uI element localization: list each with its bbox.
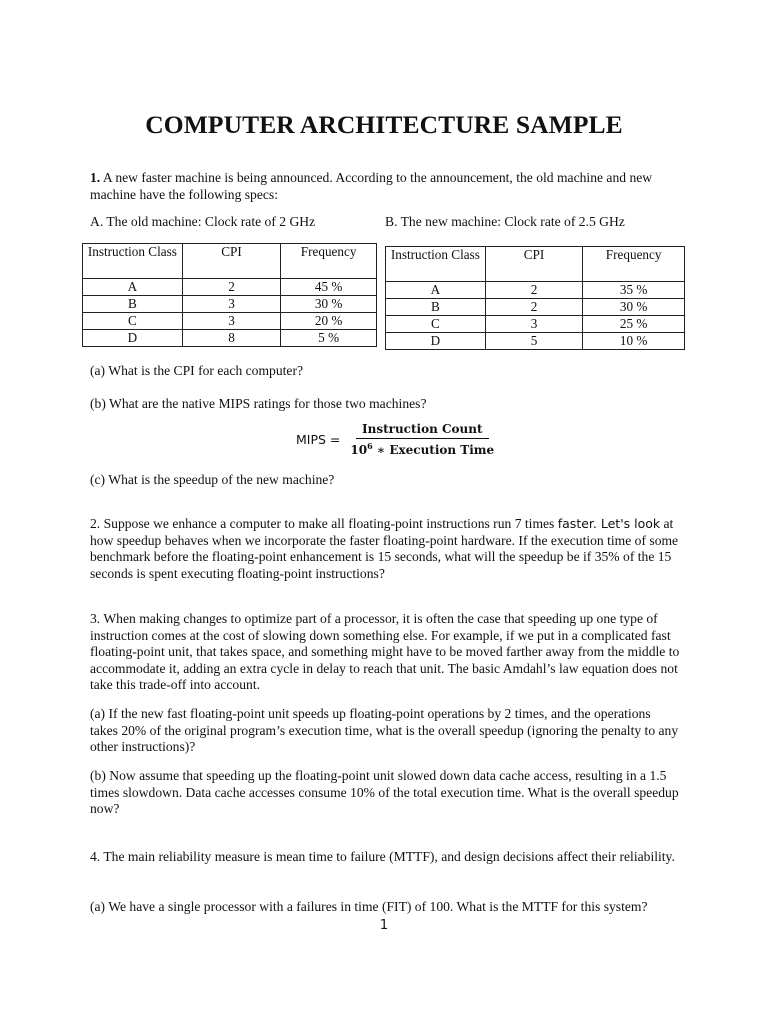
table-row [386, 282, 685, 299]
question-3a: (a) If the new fast floating-point unit speeds up floating-point operations by 2 times, and the operations takes 20% of the original program’s execution time, what is the overall speedup (ignoring the penalty to any other instructions)? [90, 706, 679, 754]
table-cell: 25 % [583, 316, 685, 333]
table-row [83, 330, 377, 347]
question-3b: (b) Now assume that speeding up the floating-point unit slowed down data cache access, resulting in a 1.5 times slowdown. Data cache accesses consume 10% of the total execution time. What is the overall speedup now? [90, 768, 679, 816]
mips-formula [296, 422, 498, 457]
table-cell: 35 % [583, 282, 685, 299]
question-1-text: A new faster machine is being announced. According to the announcement, the old machine and new machine have the following specs: [90, 170, 653, 202]
question-2-text-end: at how speedup behaves when we incorporate the faster floating-point hardware. If the execution time of some benchmark before the floating-point enhancement is 15 seconds, what will the speedup be if 35% of the 15 seconds is spent executing floating-point instructions? [90, 516, 679, 581]
formula-den-base: 10 [350, 443, 368, 457]
header-cpi: CPI [182, 244, 281, 279]
formula-den-exponent: 6 [367, 441, 373, 451]
header-instruction-class: Instruction Class [386, 247, 486, 282]
table-cell: D [386, 333, 486, 350]
table-header-row [83, 244, 377, 279]
header-frequency: Frequency [281, 244, 377, 279]
table-cell: A [83, 279, 183, 296]
table-row [83, 313, 377, 330]
formula-fraction [346, 422, 498, 457]
question-1-number: 1. [90, 170, 101, 185]
table-cell: A [386, 282, 486, 299]
table-row [83, 279, 377, 296]
table-cell: C [386, 316, 486, 333]
new-machine-label: B. The new machine: Clock rate of 2.5 GHz [385, 214, 625, 229]
question-1b: (b) What are the native MIPS ratings for those two machines? [90, 396, 427, 411]
table-header-row [386, 247, 685, 282]
table-cell: 2 [485, 282, 583, 299]
table-cell: 30 % [583, 299, 685, 316]
table-cell: C [83, 313, 183, 330]
table-cell: 5 [485, 333, 583, 350]
question-2 [90, 516, 680, 582]
table-cell: 5 % [281, 330, 377, 347]
question-1-intro [90, 170, 680, 203]
formula-den-rest: ∗ Execution Time [372, 443, 495, 457]
table-row [386, 299, 685, 316]
table-cell: 2 [485, 299, 583, 316]
table-cell: 20 % [281, 313, 377, 330]
table-cell: B [83, 296, 183, 313]
header-instruction-class: Instruction Class [83, 244, 183, 279]
new-machine-table [385, 246, 685, 350]
question-2-faster-phrase: faster. Let's look [557, 516, 661, 531]
question-4: 4. The main reliability measure is mean time to failure (MTTF), and design decisions affect their reliability. [90, 849, 675, 864]
table-cell: D [83, 330, 183, 347]
table-row [83, 296, 377, 313]
table-cell: 3 [182, 296, 281, 313]
table-cell: 8 [182, 330, 281, 347]
old-machine-table [82, 243, 377, 347]
table-cell: 2 [182, 279, 281, 296]
table-cell: 45 % [281, 279, 377, 296]
question-2-text-start: 2. Suppose we enhance a computer to make all floating-point instructions run 7 times [90, 516, 558, 531]
page-number: 1 [379, 918, 389, 933]
table-cell: 30 % [281, 296, 377, 313]
table-cell: 10 % [583, 333, 685, 350]
header-frequency: Frequency [583, 247, 685, 282]
table-cell: 3 [485, 316, 583, 333]
question-1a: (a) What is the CPI for each computer? [90, 363, 304, 378]
old-machine-label: A. The old machine: Clock rate of 2 GHz [90, 214, 316, 229]
table-cell: B [386, 299, 486, 316]
question-3: 3. When making changes to optimize part of a processor, it is often the case that speeding up one type of instruction comes at the cost of slowing down something else. For example, if we put in a complicated fast floating-point unit, that takes space, and something might have to be moved farther away from the middle to accommodate it, adding an extra cycle in delay to reach that unit. The basic Amdahl’s law equation does not take this trade-off into account. [90, 611, 680, 692]
table-cell: 3 [182, 313, 281, 330]
page-title: COMPUTER ARCHITECTURE SAMPLE [145, 110, 623, 139]
header-cpi: CPI [485, 247, 583, 282]
question-1c: (c) What is the speedup of the new machine? [90, 472, 335, 487]
question-4a: (a) We have a single processor with a failures in time (FIT) of 100. What is the MTTF for this system? [90, 899, 648, 914]
table-row [386, 333, 685, 350]
formula-denominator [346, 439, 498, 457]
formula-lhs: MIPS = [296, 432, 341, 447]
table-row [386, 316, 685, 333]
formula-numerator: Instruction Count [356, 422, 489, 439]
